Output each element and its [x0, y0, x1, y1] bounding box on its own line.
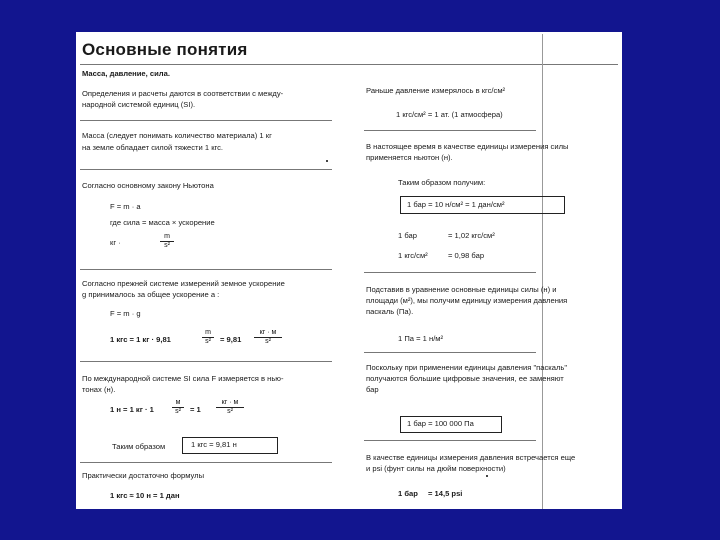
page-margin-line [542, 34, 543, 509]
section-divider [364, 130, 536, 131]
pressure-equation: 1 кгс/см² = 1 ат. (1 атмосфера) [396, 110, 503, 119]
section-divider [80, 120, 332, 121]
result-box [182, 437, 278, 454]
section-divider [80, 361, 332, 362]
psi-eq-right: = 14,5 psi [428, 489, 463, 498]
unit-fraction-kgm-s2 [254, 329, 282, 346]
subst-line-3: паскаль (Па). [366, 307, 414, 316]
old-system-line-2: g принималось за общее ускорение a : [82, 290, 220, 299]
pascal-box [400, 416, 502, 433]
subst-line-1: Подставив в уравнение основные единицы силы (н) и [366, 285, 557, 294]
bar-conv-2-right: = 0,98 бар [448, 251, 485, 260]
pressure-line-1: Раньше давление измерялось в кгс/см² [366, 86, 506, 95]
fraction-numerator: м [175, 399, 181, 406]
subtitle: Масса, давление, сила. [82, 69, 170, 78]
section-divider [364, 440, 536, 441]
since-line-3: бар [366, 385, 379, 394]
page-title: Основные понятия [82, 40, 248, 59]
psi-eq-left: 1 бар [398, 489, 418, 498]
fraction-numerator: m [164, 233, 170, 240]
formula-newton-part-b: = 1 [190, 405, 201, 414]
practical-text: Практически достаточно формулы [82, 471, 205, 480]
pascal-equation: 1 Па = 1 н/м² [398, 334, 444, 343]
result-box-text: 1 кгс = 9,81 н [191, 440, 237, 449]
newton-law-text: Согласно основному закону Ньютона [82, 181, 214, 190]
bar-definition-box [400, 196, 565, 214]
since-line-1: Поскольку при применении единицы давления "паскаль" [366, 363, 568, 372]
thus-label: Таким образом [112, 442, 166, 451]
fraction-denominator: s² [265, 338, 271, 345]
unit-kg: кг · [110, 238, 121, 247]
formula-f-ma: F = m · a [110, 202, 141, 211]
bar-conv-2-left: 1 кгс/см² [398, 251, 428, 260]
document-page [76, 32, 622, 509]
psi-line-1: В качестве единицы измерения давления встречается еще [366, 453, 576, 462]
intro-line-1: Определения и расчеты даются в соответствии с между- [82, 89, 284, 98]
so-label: Таким образом получим: [398, 178, 486, 187]
si-force-line-1: По международной системе SI сила F измеряется в нью- [82, 374, 284, 383]
bar-conv-1-right: = 1,02 кгс/см² [448, 231, 495, 240]
section-divider [364, 352, 536, 353]
mass-line-1: Масса (следует понимать количество материала) 1 кг [82, 131, 272, 140]
scan-speck [326, 160, 328, 162]
bar-conv-1-left: 1 бар [398, 231, 417, 240]
unit-fraction-kgm-s2 [216, 399, 244, 416]
unit-fraction-m-s2 [202, 329, 214, 346]
now-line-2: применяется ньютон (н). [366, 153, 453, 162]
bar-definition-text: 1 бар = 10 н/см² = 1 дан/см² [407, 200, 505, 209]
formula-kgs-part-a: 1 кгс = 1 кг · 9,81 [110, 335, 171, 344]
scan-speck [486, 475, 488, 477]
fraction-numerator: кг · м [259, 329, 277, 336]
unit-fraction-m-s2 [172, 399, 184, 416]
fraction-numerator: m [205, 329, 211, 336]
mass-line-2: на земле обладает силой тяжести 1 кгс. [82, 143, 224, 152]
section-divider [80, 269, 332, 270]
title-rule [80, 64, 618, 65]
now-line-1: В настоящее время в качестве единицы измерения силы [366, 142, 569, 151]
psi-line-2: и psi (фунт силы на дюйм поверхности) [366, 464, 506, 473]
fraction-denominator: s² [205, 338, 211, 345]
formula-newton-part-a: 1 н = 1 кг · 1 [110, 405, 154, 414]
si-force-line-2: тонах (н). [82, 385, 116, 394]
fraction-denominator: s² [175, 408, 181, 415]
fraction-numerator: кг · м [221, 399, 239, 406]
intro-line-2: народной системой единиц (SI). [82, 100, 196, 109]
section-divider [80, 169, 332, 170]
formula-f-mg: F = m · g [110, 309, 141, 318]
unit-fraction-m-s2 [160, 233, 174, 250]
section-divider [364, 272, 536, 273]
formula-where: где сила = масса × ускорение [110, 218, 215, 227]
practical-formula: 1 кгс ≈ 10 н = 1 дан [110, 491, 180, 500]
subst-line-2: площади (м²), мы получим единицу измерения давления [366, 296, 568, 305]
fraction-denominator: s² [227, 408, 233, 415]
pascal-box-text: 1 бар = 100 000 Па [407, 419, 474, 428]
since-line-2: получаются большие цифровые значения, ее заменяют [366, 374, 564, 383]
section-divider [80, 462, 332, 463]
fraction-denominator: s² [164, 242, 170, 249]
old-system-line-1: Согласно прежней системе измерений земное ускорение [82, 279, 285, 288]
formula-kgs-part-b: = 9,81 [220, 335, 242, 344]
